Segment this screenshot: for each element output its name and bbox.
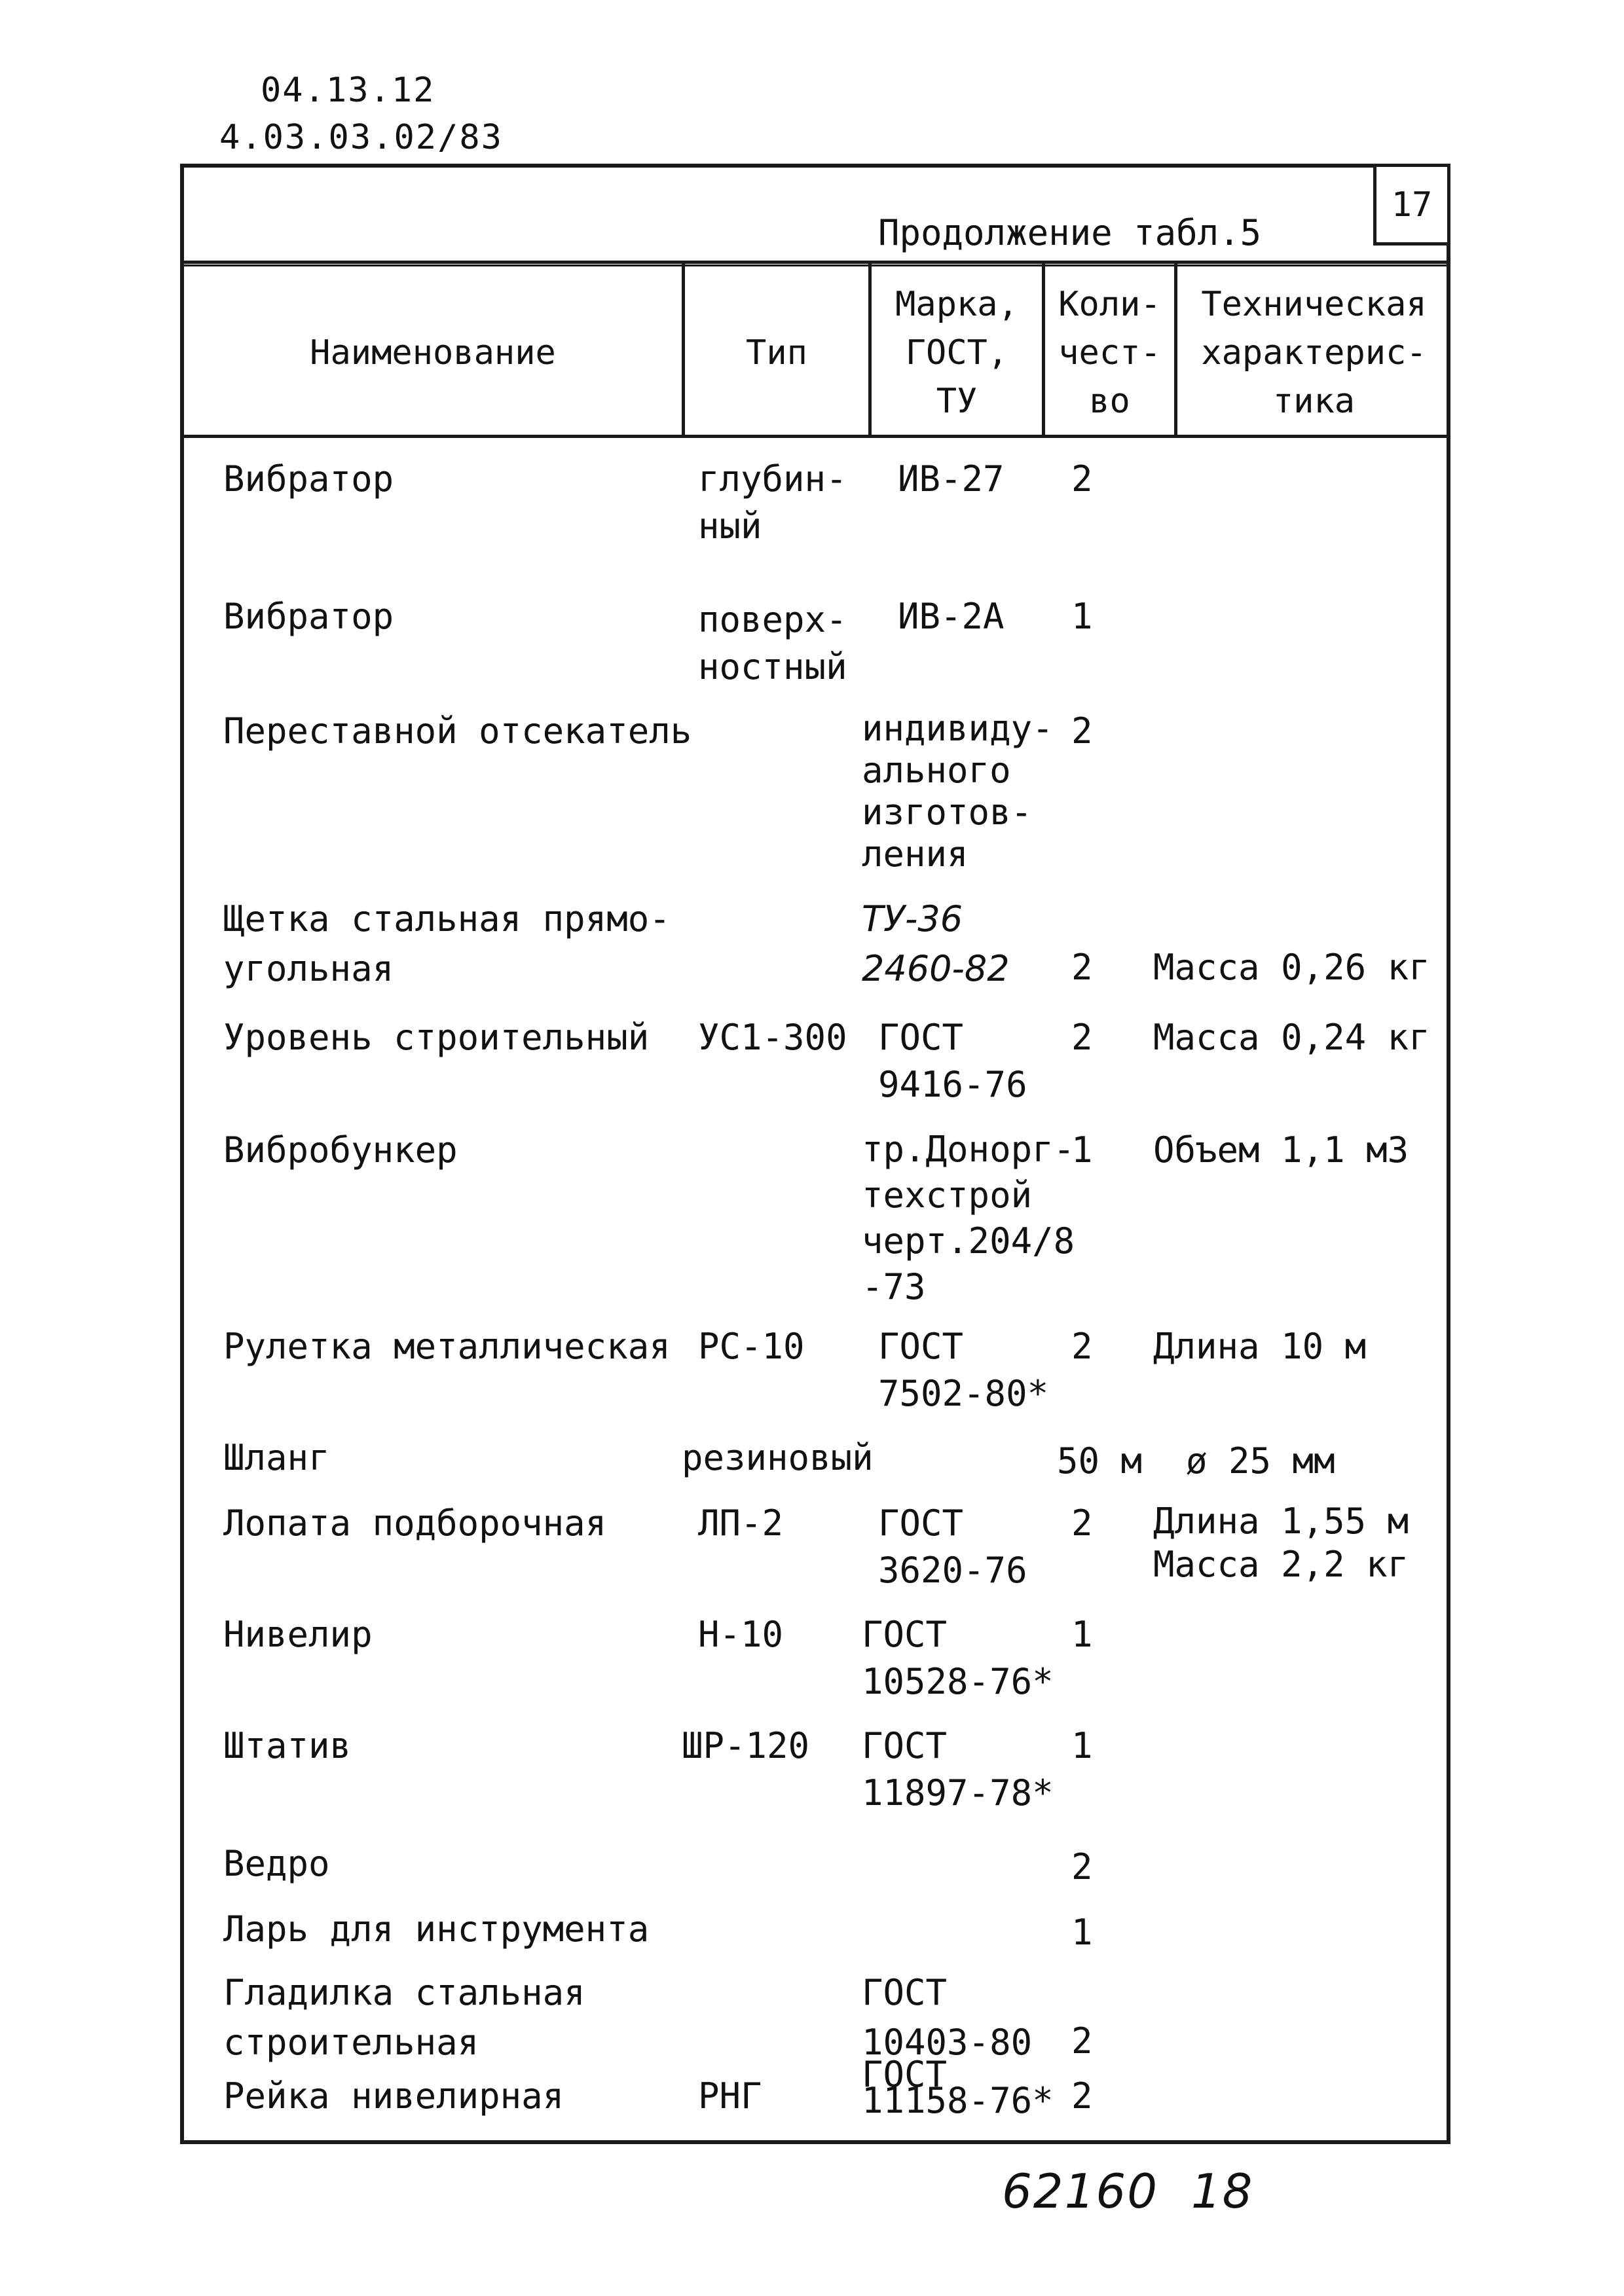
row-5-name: Уровень строительный (223, 1017, 650, 1058)
row-10-mark: ГОСТ 10528-76* (862, 1614, 1054, 1702)
row-14-qty: 2 (1071, 2020, 1093, 2062)
row-8-name: Шланг (223, 1437, 330, 1478)
row-7-mark: ГОСТ 7502-80* (878, 1326, 1049, 1414)
row-2-name: Вибратор (223, 596, 394, 637)
row-7-qty: 2 (1071, 1326, 1093, 1367)
row-13-qty: 1 (1071, 1912, 1093, 1953)
row-2-mark: ИВ-2А (898, 596, 1005, 637)
row-11-qty: 1 (1071, 1725, 1093, 1766)
col-header-name: Наименование (310, 333, 556, 373)
row-3-mark: индивиду- ального изготов- ления (862, 708, 1054, 875)
col-header-spec: Техническая характерис- тика (1201, 284, 1427, 421)
col-header-type: Тип (746, 333, 807, 373)
document-designation: 4.03.03.02/83 (219, 118, 503, 157)
row-1-mark: ИВ-27 (898, 458, 1005, 500)
row-11-name: Штатив (223, 1725, 352, 1766)
row-15-mark: ГОСТ 11158-76* (862, 2054, 1054, 2121)
row-2-type: поверх- ностный (698, 599, 847, 687)
row-8-qty: 50 м (1057, 1440, 1143, 1482)
handwritten-inventory-number: 62160 18 (1002, 2164, 1254, 2219)
row-9-qty: 2 (1071, 1503, 1093, 1544)
continuation-label: Продолжение табл.5 (878, 212, 1262, 253)
row-6-spec: Объем 1,1 м3 (1153, 1129, 1409, 1171)
row-1-name: Вибратор (223, 458, 394, 500)
row-12-qty: 2 (1071, 1846, 1093, 1887)
row-6-mark: тр.Донорг- техстрой черт.204/8 -73 (862, 1129, 1075, 1307)
table-frame (180, 164, 1450, 2144)
col-header-qty: Коли- чест- во (1058, 284, 1161, 421)
row-15-qty: 2 (1071, 2075, 1093, 2117)
row-4-mark: ТУ-36 2460-82 (862, 898, 1010, 989)
row-3-name: Переставной отсекатель (223, 710, 692, 752)
row-7-name: Рулетка металлическая (223, 1326, 671, 1367)
row-7-spec: Длина 10 м (1153, 1326, 1367, 1367)
row-4-qty: 2 (1071, 947, 1093, 988)
row-8-spec: ø 25 мм (1186, 1440, 1335, 1482)
row-4-spec: Масса 0,26 кг (1153, 947, 1430, 988)
row-10-name: Нивелир (223, 1614, 373, 1655)
document-code: 04.13.12 (261, 71, 435, 110)
row-15-type: РНГ (698, 2075, 762, 2117)
row-10-qty: 1 (1071, 1614, 1093, 1655)
row-11-mark: ГОСТ 11897-78* (862, 1725, 1054, 1813)
row-5-spec: Масса 0,24 кг (1153, 1017, 1430, 1058)
page-number-box (1373, 164, 1450, 246)
row-5-qty: 2 (1071, 1017, 1093, 1058)
row-5-type: УС1-300 (698, 1017, 847, 1058)
row-13-name: Ларь для инструмента (223, 1908, 650, 1950)
row-14-mark: ГОСТ 10403-80 (862, 1972, 1033, 2063)
row-9-type: ЛП-2 (698, 1503, 784, 1544)
row-2-qty: 1 (1071, 596, 1093, 637)
row-9-mark: ГОСТ 3620-76 (878, 1503, 1027, 1591)
row-6-qty: 1 (1071, 1129, 1093, 1171)
row-7-type: РС-10 (698, 1326, 805, 1367)
row-12-name: Ведро (223, 1843, 330, 1884)
row-10-type: Н-10 (698, 1614, 784, 1655)
row-1-qty: 2 (1071, 458, 1093, 500)
row-8-type: резиновый (682, 1437, 874, 1478)
row-5-mark: ГОСТ 9416-76 (878, 1017, 1027, 1105)
row-9-name: Лопата подборочная (223, 1503, 607, 1544)
row-15-name: Рейка нивелирная (223, 2075, 564, 2117)
row-14-name: Гладилка стальная строительная (223, 1972, 585, 2063)
row-6-name: Вибробункер (223, 1129, 458, 1171)
col-header-mark: Марка, ГОСТ, ТУ (895, 284, 1018, 421)
row-11-type: ШР-120 (682, 1725, 810, 1766)
header-top-rule (184, 261, 1447, 264)
row-1-type: глубин- ный (698, 458, 847, 547)
page-number: 17 (1391, 185, 1433, 225)
row-3-qty: 2 (1071, 710, 1093, 752)
row-9-spec: Длина 1,55 м Масса 2,2 кг (1153, 1501, 1409, 1585)
row-4-name: Щетка стальная прямо- угольная (223, 898, 671, 989)
